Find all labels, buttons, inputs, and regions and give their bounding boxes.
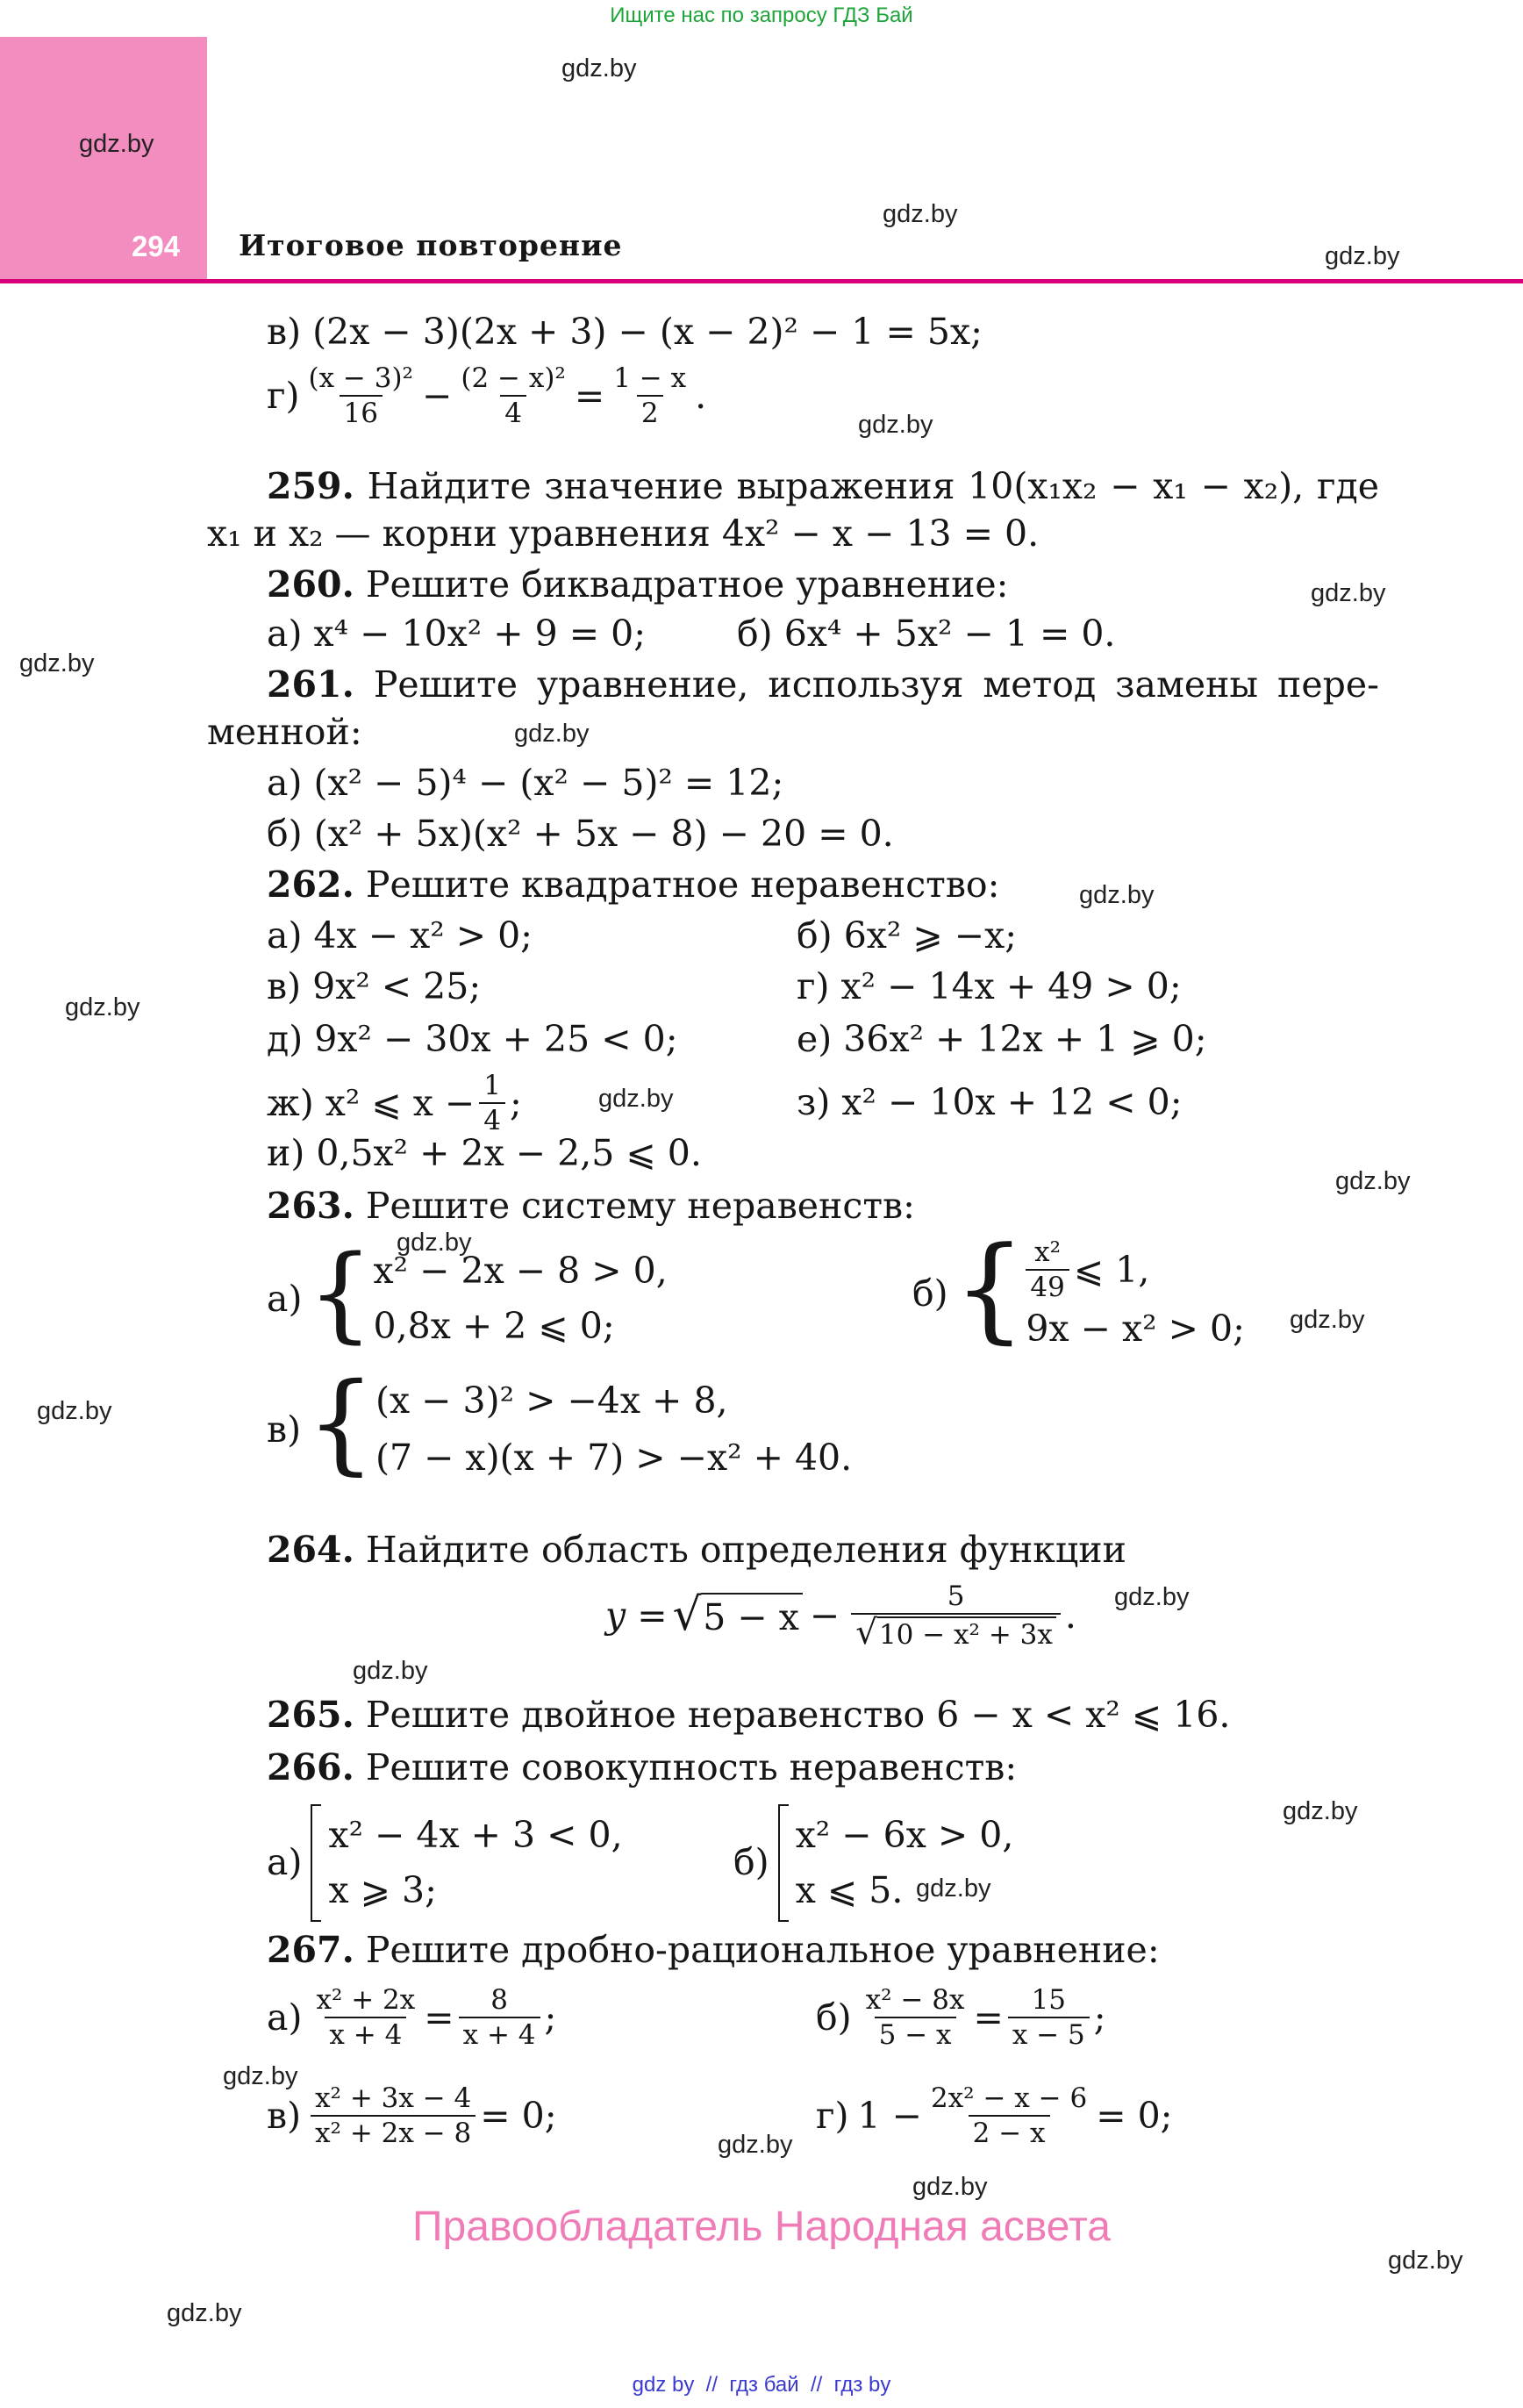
inequality: x² − 4x + 3 < 0, bbox=[328, 1813, 623, 1856]
watermark: gdz.by bbox=[353, 1657, 428, 1685]
watermark: gdz.by bbox=[1311, 579, 1386, 607]
task-text: Решите квадратное неравенство: bbox=[365, 864, 1000, 906]
task-text: = 0; bbox=[1096, 2094, 1173, 2137]
fraction: $\frac{15}{x - 5}$ bbox=[1008, 1985, 1090, 2050]
watermark: gdz.by bbox=[223, 2062, 298, 2090]
task-267-title bbox=[267, 1929, 1160, 1972]
watermark: gdz.by bbox=[514, 720, 590, 748]
task-264-formula bbox=[605, 1581, 1076, 1651]
watermark: gdz.by bbox=[167, 2299, 242, 2327]
task-text: ж) x² ⩽ x − bbox=[267, 1081, 475, 1124]
inequality: x² − 2x − 8 > 0, bbox=[373, 1250, 668, 1292]
inequality: x² − 6x > 0, bbox=[795, 1813, 1014, 1856]
watermark: gdz.by bbox=[1114, 1583, 1190, 1611]
inequality: 0,8x + 2 ⩽ 0; bbox=[373, 1305, 615, 1348]
left-brace: { bbox=[307, 1232, 374, 1354]
task-262-g: г) x² − 14x + 49 > 0; bbox=[797, 965, 1182, 1007]
fraction: $\frac{\text{x² − 8x}}{5 - x}$ bbox=[865, 1984, 965, 2052]
watermark: gdz.by bbox=[912, 2173, 988, 2201]
operator: = bbox=[973, 1996, 1004, 2039]
union-a bbox=[267, 1804, 623, 1922]
watermark: gdz.by bbox=[916, 1874, 991, 1903]
task-text: Найдите область определения функции bbox=[365, 1529, 1126, 1571]
task-text: Решите систему неравенств: bbox=[365, 1185, 915, 1227]
task-262-b: б) 6x² ⩾ −x; bbox=[797, 914, 1018, 957]
task-number: 259. bbox=[267, 465, 354, 507]
task-number: 265. bbox=[267, 1694, 354, 1736]
bottom-links[interactable]: gdz by // гдз бай // гдз by bbox=[632, 2373, 891, 2397]
operator: = bbox=[574, 374, 605, 417]
task-262-d: д) 9x² − 30x + 25 < 0; bbox=[267, 1018, 678, 1060]
watermark: gdz.by bbox=[1283, 1797, 1358, 1825]
left-brace: { bbox=[306, 1360, 375, 1487]
watermark: gdz.by bbox=[718, 2131, 793, 2159]
task-262-e: е) 36x² + 12x + 1 ⩾ 0; bbox=[797, 1018, 1207, 1060]
task-267-g bbox=[816, 2083, 1172, 2148]
operator: − bbox=[809, 1594, 840, 1637]
task-number: 261. bbox=[267, 663, 354, 706]
punct: ; bbox=[509, 1081, 522, 1124]
label: г) bbox=[267, 374, 300, 417]
fraction: $\frac{1 - x}{2}$ bbox=[613, 362, 687, 430]
punct: ; bbox=[1093, 1996, 1106, 2039]
task-260-a: а) x⁴ − 10x² + 9 = 0; bbox=[267, 613, 647, 655]
sqrt: √ 5 − x bbox=[673, 1593, 803, 1639]
task-text: 1 − bbox=[857, 2094, 922, 2137]
punct: . bbox=[1064, 1594, 1076, 1637]
task-number: 260. bbox=[267, 563, 354, 606]
header-rule bbox=[0, 279, 1523, 283]
task-267-a bbox=[267, 1985, 556, 2050]
fraction: $\frac{\text{x² + 2x}}{x + 4}$ bbox=[316, 1984, 416, 2052]
punct: . bbox=[695, 374, 707, 417]
task-258-g bbox=[267, 363, 706, 428]
fraction: $\frac{\text{2x² − x − 6}}{2 - x}$ bbox=[930, 2082, 1088, 2150]
label: б) bbox=[912, 1272, 948, 1315]
section-title: Итоговое повторение bbox=[239, 228, 623, 262]
task-259-line2: x₁ и x₂ — корни уравнения 4x² − x − 13 = 0. bbox=[207, 512, 1040, 555]
task-259-line1 bbox=[267, 465, 1379, 508]
label: в) bbox=[267, 1408, 302, 1451]
task-text: Найдите значение выражения 10(x₁x₂ − x₁ − x₂), где bbox=[367, 465, 1379, 507]
system-v bbox=[267, 1360, 853, 1487]
task-262-zh bbox=[267, 1071, 522, 1136]
watermark: gdz.by bbox=[65, 993, 140, 1021]
watermark: gdz.by bbox=[883, 200, 958, 228]
task-262-v: в) 9x² < 25; bbox=[267, 965, 482, 1007]
task-text: Решите биквадратное уравнение: bbox=[365, 563, 1009, 606]
fraction: $\frac{\text{(2 − x)²}}{4}$ bbox=[461, 362, 566, 430]
task-267-b bbox=[816, 1985, 1106, 2050]
task-text: = 0; bbox=[480, 2094, 557, 2137]
watermark: gdz.by bbox=[79, 130, 154, 158]
watermark: gdz.by bbox=[1290, 1306, 1365, 1334]
watermark: gdz.by bbox=[397, 1229, 472, 1257]
fraction: $\frac{\text{x² + 3x − 4}}{\text{x² + 2x − 8}}$ bbox=[311, 2083, 475, 2148]
left-bracket bbox=[311, 1804, 321, 1922]
task-text: Решите совокупность неравенств: bbox=[365, 1746, 1018, 1788]
task-261-line1 bbox=[267, 663, 1379, 706]
watermark: gdz.by bbox=[19, 649, 95, 677]
watermark: gdz.by bbox=[561, 54, 637, 82]
label: г) bbox=[816, 2094, 849, 2137]
function-y: y = bbox=[605, 1594, 668, 1637]
task-262-z: з) x² − 10x + 12 < 0; bbox=[797, 1081, 1183, 1123]
watermark: gdz.by bbox=[37, 1397, 112, 1425]
union-b bbox=[733, 1804, 1013, 1922]
left-bracket bbox=[778, 1804, 789, 1922]
task-number: 263. bbox=[267, 1185, 354, 1227]
inequality: (7 − x)(x + 7) > −x² + 40. bbox=[375, 1437, 853, 1480]
operator: = bbox=[424, 1996, 454, 2039]
watermark: gdz.by bbox=[1335, 1167, 1411, 1195]
label: а) bbox=[267, 1277, 303, 1320]
top-banner: Ищите нас по запросу ГДЗ Бай bbox=[610, 4, 913, 27]
task-262-i: и) 0,5x² + 2x − 2,5 ⩽ 0. bbox=[267, 1132, 702, 1174]
task-261-b: б) (x² + 5x)(x² + 5x − 8) − 20 = 0. bbox=[267, 813, 894, 855]
task-number: 262. bbox=[267, 864, 354, 906]
task-text: Решите двойное неравенство 6 − x < x² ⩽ 16. bbox=[365, 1694, 1231, 1736]
task-261-a: а) (x² − 5)⁴ − (x² − 5)² = 12; bbox=[267, 762, 784, 804]
task-262-title bbox=[267, 864, 999, 907]
task-text: Решите уравнение, используя метод замены пере- bbox=[373, 663, 1379, 706]
inequality: x ⩽ 5. bbox=[795, 1869, 904, 1911]
task-261-line2: менной: bbox=[207, 711, 362, 753]
task-260-title bbox=[267, 563, 1008, 606]
task-number: 264. bbox=[267, 1529, 354, 1571]
fraction: $\frac{\text{(x − 3)²}}{16}$ bbox=[308, 362, 413, 430]
label: а) bbox=[267, 1841, 303, 1884]
sqrt: √ 10 − x² + 3x bbox=[855, 1616, 1056, 1651]
task-264-title bbox=[267, 1529, 1126, 1572]
task-260-b: б) 6x⁴ + 5x² − 1 = 0. bbox=[737, 613, 1116, 655]
task-263-title bbox=[267, 1185, 915, 1228]
task-number: 266. bbox=[267, 1746, 354, 1788]
inequality: 9x − x² > 0; bbox=[1026, 1308, 1245, 1351]
system-b bbox=[912, 1221, 1245, 1355]
task-258-v: в) (2x − 3)(2x + 3) − (x − 2)² − 1 = 5x; bbox=[267, 311, 983, 353]
punct: ; bbox=[544, 1996, 557, 2039]
copyright-footer: Правообладатель Народная асвета bbox=[412, 2204, 1111, 2250]
task-number: 267. bbox=[267, 1929, 354, 1971]
label: в) bbox=[267, 2094, 302, 2137]
watermark: gdz.by bbox=[1079, 881, 1155, 909]
watermark: gdz.by bbox=[858, 411, 933, 439]
watermark: gdz.by bbox=[1388, 2247, 1463, 2275]
watermark: gdz.by bbox=[1325, 242, 1400, 270]
watermark: gdz.by bbox=[598, 1085, 674, 1113]
task-266-title bbox=[267, 1746, 1017, 1789]
task-267-v bbox=[267, 2083, 557, 2148]
inequality: $\frac{\text{x²}}{49}$ ⩽ 1, bbox=[1026, 1237, 1245, 1302]
inequality: (x − 3)² > −4x + 8, bbox=[375, 1380, 728, 1422]
inequality: x ⩾ 3; bbox=[328, 1869, 437, 1911]
operator: − bbox=[422, 374, 453, 417]
fraction: $\frac{1}{4}$ bbox=[479, 1071, 505, 1136]
fraction: $\frac{\text{x²}}{49}$ bbox=[1026, 1237, 1069, 1302]
label: б) bbox=[733, 1841, 769, 1884]
task-262-a: а) 4x − x² > 0; bbox=[267, 914, 533, 957]
label: б) bbox=[816, 1996, 852, 2039]
task-text: Решите дробно-рациональное уравнение: bbox=[365, 1929, 1160, 1971]
task-265 bbox=[267, 1694, 1230, 1737]
fraction: 5 √ 10 − x² + 3x bbox=[851, 1581, 1061, 1651]
fraction: $\frac{8}{x + 4}$ bbox=[459, 1985, 540, 2050]
page-number: 294 bbox=[132, 230, 181, 262]
left-brace: { bbox=[953, 1221, 1026, 1355]
label: а) bbox=[267, 1996, 303, 2039]
